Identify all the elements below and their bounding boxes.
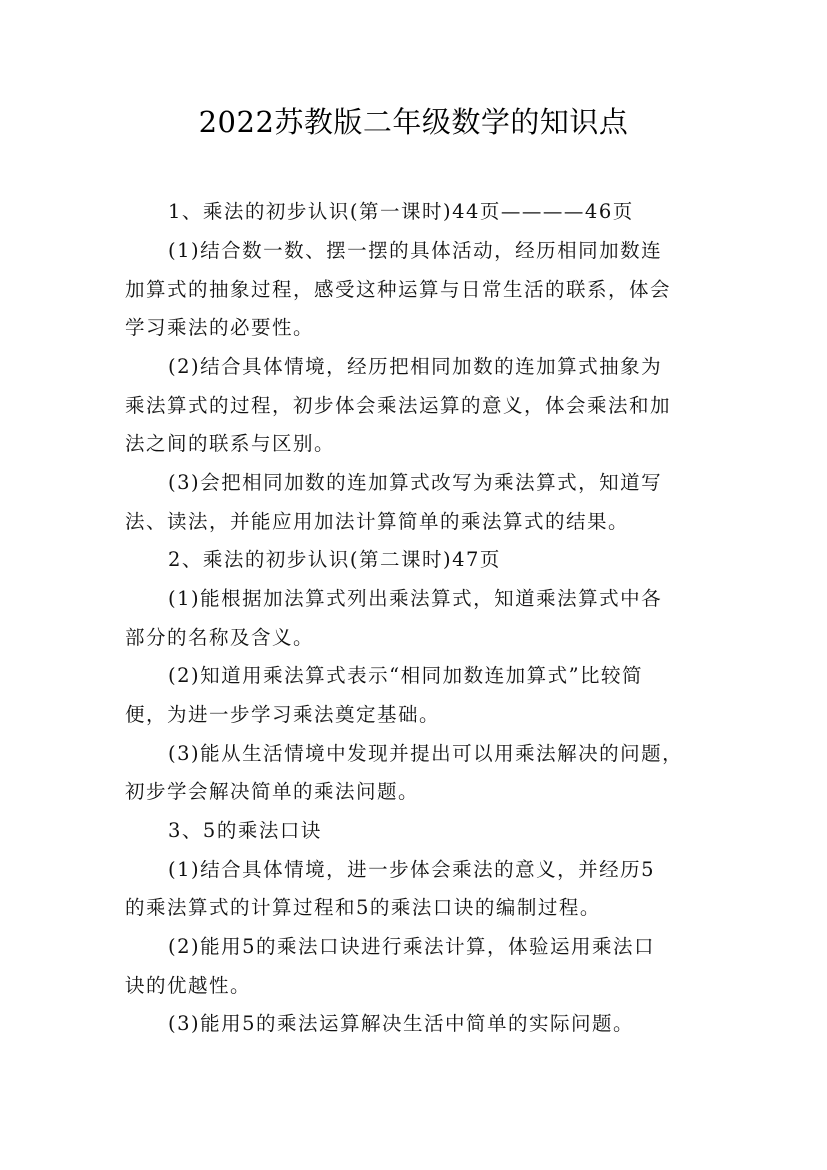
paragraph-line: 学习乘法的必要性。 xyxy=(125,316,315,339)
paragraph-line: 的乘法算式的计算过程和5的乘法口诀的编制过程。 xyxy=(125,896,601,919)
paragraph-line: (2)能用5的乘法口诀进行乘法计算，体验运用乘法口 xyxy=(168,935,656,958)
paragraph-line: (3)能用5的乘法运算解决生活中简单的实际问题。 xyxy=(168,1012,635,1035)
section-heading-1: 1、乘法的初步认识(第一课时)44页————46页 xyxy=(168,200,634,223)
paragraph-line: 便，为进一步学习乘法奠定基础。 xyxy=(125,703,441,726)
paragraph-line: 部分的名称及含义。 xyxy=(125,626,315,649)
section-heading-2: 2、乘法的初步认识(第二课时)47页 xyxy=(168,548,501,571)
paragraph-line: (1)结合具体情境，进一步体会乘法的意义，并经历5 xyxy=(168,858,656,881)
paragraph-line: 加算式的抽象过程，感受这种运算与日常生活的联系，体会 xyxy=(125,278,672,301)
paragraph-line: 法之间的联系与区别。 xyxy=(125,432,336,455)
paragraph-line: 初步学会解决简单的乘法问题。 xyxy=(125,780,420,803)
section-heading-3: 3、5的乘法口诀 xyxy=(168,819,322,842)
paragraph-line: (2)结合具体情境，经历把相同加数的连加算式抽象为 xyxy=(168,355,663,378)
paragraph-line: 乘法算式的过程，初步体会乘法运算的意义，体会乘法和加 xyxy=(125,394,672,417)
paragraph-line: (3)能从生活情境中发现并提出可以用乘法解决的问题， xyxy=(168,742,684,765)
paragraph-line: (1)结合数一数、摆一摆的具体活动，经历相同加数连 xyxy=(168,239,663,262)
paragraph-line: 诀的优越性。 xyxy=(125,974,252,997)
paragraph-line: 法、读法，并能应用加法计算简单的乘法算式的结果。 xyxy=(125,510,630,533)
document-title: 2022苏教版二年级数学的知识点 xyxy=(198,105,629,139)
paragraph-line: (1)能根据加法算式列出乘法算式，知道乘法算式中各 xyxy=(168,587,663,610)
paragraph-line: (3)会把相同加数的连加算式改写为乘法算式，知道写 xyxy=(168,471,663,494)
paragraph-line: (2)知道用乘法算式表示“相同加数连加算式”比较简 xyxy=(168,664,644,687)
